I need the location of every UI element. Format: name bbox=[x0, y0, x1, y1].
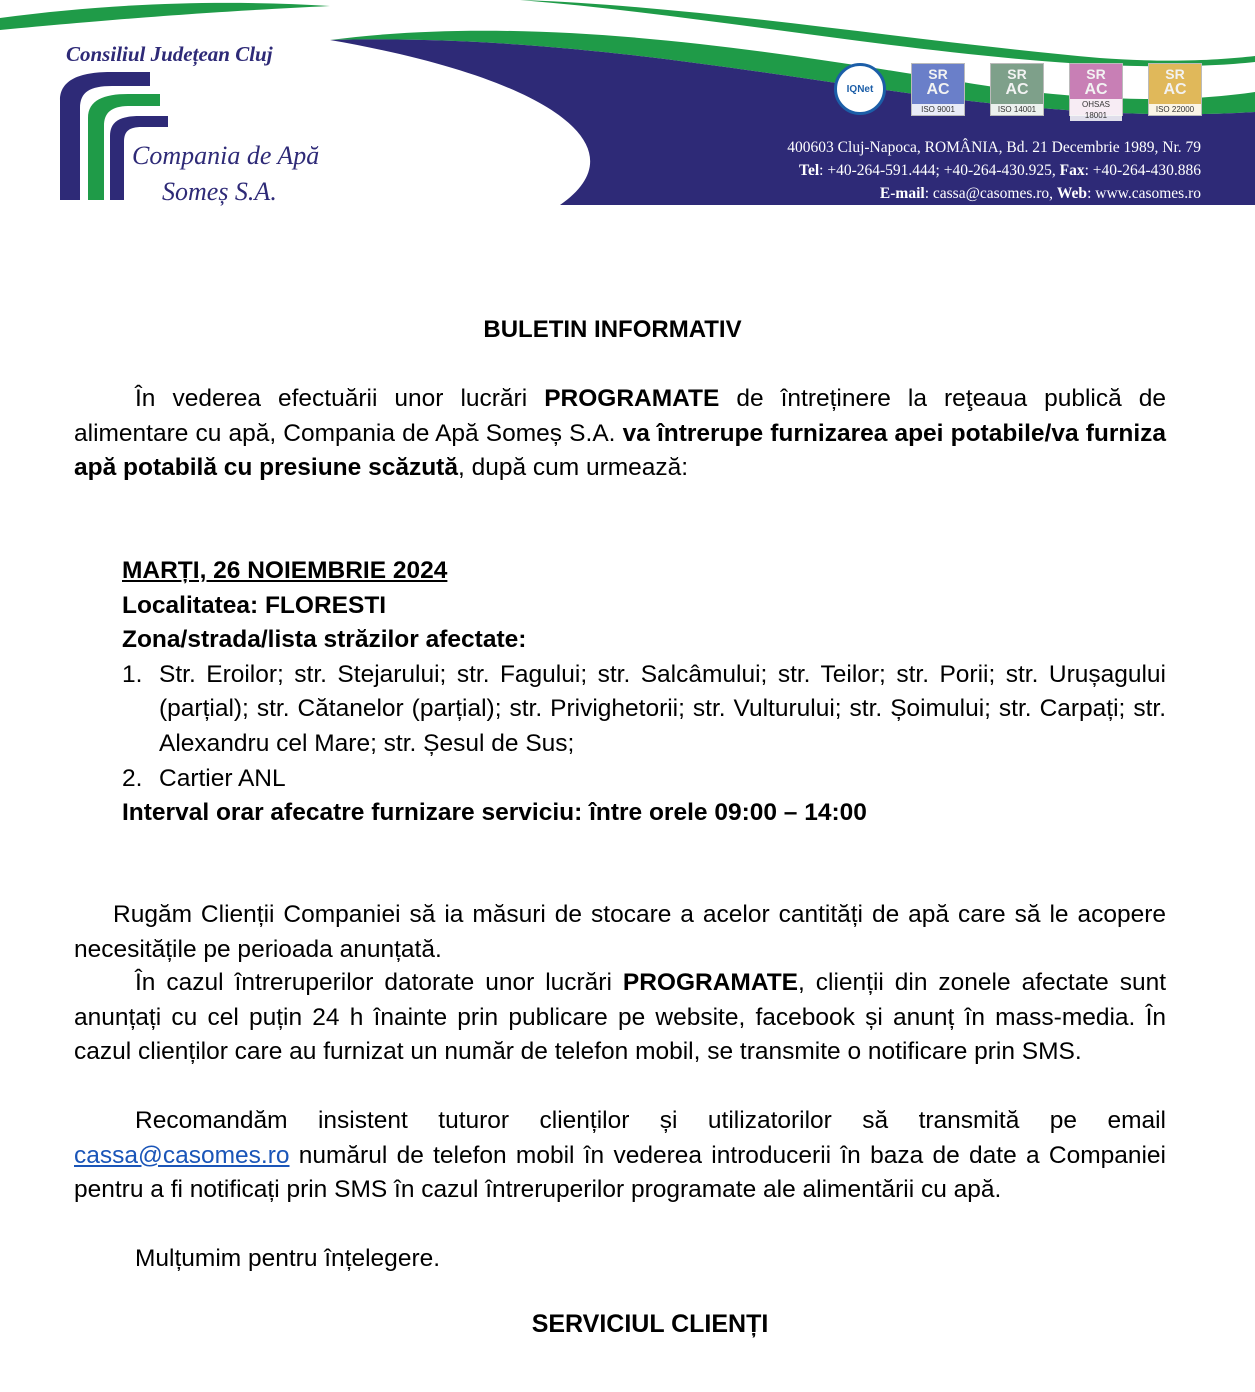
outage-interval: Interval orar afecatre furnizare serviciu: între orele 09:00 – 14:00 bbox=[122, 799, 867, 827]
storage-advice-paragraph: Rugăm Clienții Companiei să ia măsuri de stocare a acelor cantități de apă care să le acopere necesitățile pe perioada anunțată. bbox=[74, 901, 1166, 963]
zone-heading: Zona/strada/lista străzilor afectate: bbox=[122, 626, 527, 654]
ohsas-18001-logo: SR AC OHSAS 18001 bbox=[1069, 63, 1123, 116]
company-name bbox=[132, 138, 319, 210]
email-web-line: E-mail: cassa@casomes.ro, Web: www.casomes.ro bbox=[879, 185, 1201, 202]
signature: SERVICIUL CLIENȚI bbox=[531, 1310, 769, 1338]
contact-block bbox=[787, 136, 1201, 205]
iso-14001-logo: SR AC ISO 14001 bbox=[990, 63, 1044, 116]
company-name-line1: Compania de Apă bbox=[132, 141, 320, 170]
notification-paragraph: În cazul întreruperilor datorate unor lucrări PROGRAMATE, clienții din zonele afectate sunt anunțați cu cel puțin 24 h înainte prin publicare pe website, facebook și anunț în mass-media. În cazul clienților care au furnizat un număr de telefon mobil, se transmite o notificare prin SMS. bbox=[74, 969, 1167, 1066]
company-name-line2: Someș S.A. bbox=[162, 177, 277, 206]
intro-paragraph: În vederea efectuării unor lucrări PROGRAMATE de întreținere la reţeaua publică de alimentare cu apă, Compania de Apă Someș S.A. va întrerupe furnizarea apei potabile/va furniza apă potabilă cu presiune scăzută, după cum urmează: bbox=[74, 385, 1167, 482]
outage-date: MARȚI, 26 NOIEMBRIE 2024 bbox=[122, 557, 448, 584]
document-title: BULETIN INFORMATIV bbox=[483, 316, 742, 343]
iso-9001-logo: SR AC ISO 9001 bbox=[911, 63, 965, 116]
thanks-paragraph: Mulțumim pentru înțelegere. bbox=[135, 1245, 441, 1272]
schedule-block bbox=[122, 554, 1166, 831]
iqnet-logo bbox=[834, 63, 886, 115]
iqnet-label: IQNet bbox=[846, 83, 874, 95]
list-item: 2. Cartier ANL bbox=[122, 764, 286, 792]
council-name: Consiliul Județean Cluj bbox=[66, 42, 273, 66]
list-item: 1. Str. Eroilor; str. Stejarului; str. Fagului; str. Salcâmului; str. Teilor; str. Porii; str. Urușagului (parțial); str. Cătanelor (parțial); str. Privighetorii; str. Vulturului; str. Șoimului; str. Carpați; str. Alexandru cel Mare; str. Șesul de Sus; bbox=[122, 660, 1166, 757]
certification-logos bbox=[834, 63, 1202, 120]
iso-22000-logo: SR AC ISO 22000 bbox=[1148, 63, 1202, 116]
phone-line: Tel: +40-264-591.444; +40-264-430.925, Fax: +40-264-430.886 bbox=[799, 162, 1201, 179]
email-link[interactable]: cassa@casomes.ro bbox=[74, 1141, 290, 1169]
address-line: 400603 Cluj-Napoca, ROMÂNIA, Bd. 21 Decembrie 1989, Nr. 79 bbox=[787, 139, 1201, 156]
recommendation-paragraph: Recomandăm insistent tuturor clienților și utilizatorilor să transmită pe email cassa@casomes.ro numărul de telefon mobil în vederea introducerii în baza de date a Companiei pentru a fi notificați prin SMS în cazul întreruperilor programate ale alimentării cu apă. bbox=[74, 1107, 1166, 1204]
locality: Localitatea: FLORESTI bbox=[122, 591, 387, 619]
